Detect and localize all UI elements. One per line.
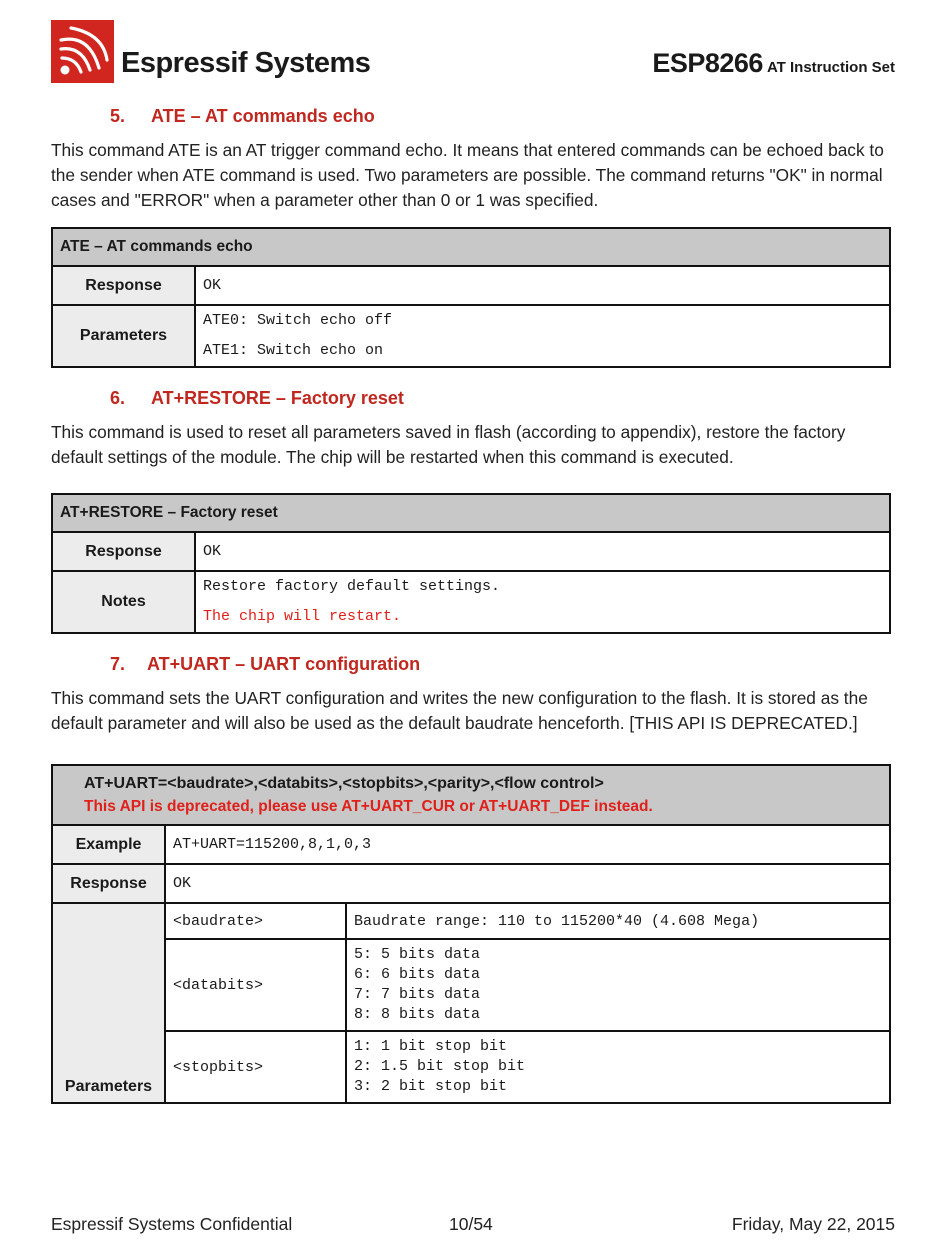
note-line: Restore factory default settings. xyxy=(203,578,501,595)
response-value: OK xyxy=(195,266,890,305)
footer-date: Friday, May 22, 2015 xyxy=(731,1214,895,1234)
table-title: AT+RESTORE – Factory reset xyxy=(52,494,890,532)
param-desc-line: 8: 8 bits data xyxy=(354,1006,481,1023)
param-name: <databits> xyxy=(165,939,346,1031)
notes-value xyxy=(195,571,890,633)
param-desc-line: 6: 6 bits data xyxy=(354,966,481,983)
section-heading-7 xyxy=(110,654,420,675)
param-desc-line: 7: 7 bits data xyxy=(354,986,481,1003)
param-desc-line: 3: 2 bit stop bit xyxy=(354,1078,508,1095)
table-title: AT+UART=<baudrate>,<databits>,<stopbits>,<parity>,<flow control> xyxy=(84,775,604,792)
note-line-warning: The chip will restart. xyxy=(203,608,402,625)
document-title-main: ESP8266 xyxy=(652,48,763,78)
table-title-cell xyxy=(52,765,890,825)
footer-confidential: Espressif Systems Confidential xyxy=(51,1214,293,1234)
param-desc-line: 2: 1.5 bit stop bit xyxy=(354,1058,526,1075)
section-heading-6 xyxy=(110,388,404,409)
section-title: ATE – AT commands echo xyxy=(151,106,375,126)
footer-page-number: 10/54 xyxy=(449,1214,493,1234)
document-title xyxy=(652,48,895,79)
section-number: 6. xyxy=(110,388,126,408)
parameters-label: Parameters xyxy=(52,903,165,1103)
param-name: <stopbits> xyxy=(165,1031,346,1103)
param-desc-line: 5: 5 bits data xyxy=(354,946,481,963)
section-number: 7. xyxy=(110,654,126,674)
param-desc: Baudrate range: 110 to 115200*40 (4.608 Mega) xyxy=(346,903,890,939)
parameters-value xyxy=(195,305,890,367)
document-title-sub: AT Instruction Set xyxy=(766,59,895,76)
param-line: ATE1: Switch echo on xyxy=(203,342,384,359)
response-label: Response xyxy=(52,266,195,305)
section-heading-5 xyxy=(110,106,375,127)
response-label: Response xyxy=(52,864,165,903)
section-number: 5. xyxy=(110,106,126,126)
parameters-label: Parameters xyxy=(52,305,195,367)
section-description-6: This command is used to reset all parameters saved in flash (according to appendix), restore the factory default settings of the module. The chip will be restarted when this command is executed. xyxy=(51,422,846,467)
notes-label: Notes xyxy=(52,571,195,633)
section-title: AT+RESTORE – Factory reset xyxy=(151,388,404,408)
uart-command-table xyxy=(51,764,891,1104)
param-line: ATE0: Switch echo off xyxy=(203,312,393,329)
param-desc xyxy=(346,939,890,1031)
table-title: ATE – AT commands echo xyxy=(52,228,890,266)
param-desc xyxy=(346,1031,890,1103)
param-desc-line: 1: 1 bit stop bit xyxy=(354,1038,508,1055)
response-value: OK xyxy=(165,864,890,903)
company-name: Espressif Systems xyxy=(121,47,371,79)
example-label: Example xyxy=(52,825,165,864)
example-value: AT+UART=115200,8,1,0,3 xyxy=(165,825,890,864)
section-description-5: This command ATE is an AT trigger command echo. It means that entered commands can be echoed back to the sender when ATE command is used. Two parameters are possible. The command returns "OK" in normal cases and "ERROR" when a parameter other than 0 or 1 was specified. xyxy=(51,140,884,210)
deprecation-note: This API is deprecated, please use AT+UART_CUR or AT+UART_DEF instead. xyxy=(84,798,653,815)
response-label: Response xyxy=(52,532,195,571)
section-title: AT+UART – UART configuration xyxy=(147,654,421,674)
param-name: <baudrate> xyxy=(165,903,346,939)
section-description-7: This command sets the UART configuration and writes the new configuration to the flash. It is stored as the default parameter and will also be used as the default baudrate henceforth. [THIS API IS DEPRECATED.] xyxy=(51,688,868,733)
espressif-logo-icon xyxy=(51,20,114,83)
restore-command-table xyxy=(51,493,891,634)
ate-command-table xyxy=(51,227,891,368)
response-value: OK xyxy=(195,532,890,571)
